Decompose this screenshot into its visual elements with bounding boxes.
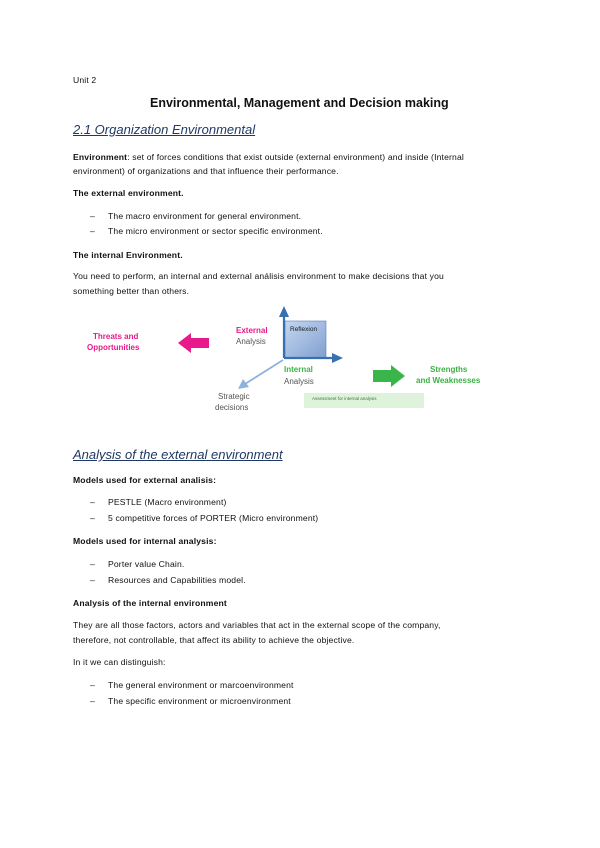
- list-item-text: The macro environment for general environment.: [108, 211, 302, 221]
- list-item: [90, 513, 319, 523]
- strengths-label-1: Strengths: [430, 365, 468, 374]
- list-dash: –: [90, 211, 95, 221]
- list-item-text: The general environment or marcoenvironment: [108, 680, 294, 690]
- list-dash: –: [90, 696, 95, 706]
- models-external-heading: Models used for external analisis:: [73, 475, 217, 485]
- diagonal-arrowhead: [238, 379, 249, 389]
- section-heading-text: Analysis of the external environment: [73, 447, 283, 462]
- internal-label: Internal: [284, 365, 313, 374]
- definition-term: Environment: [73, 152, 128, 162]
- list-item: [90, 680, 294, 690]
- list-item-text: The micro environment or sector specific environment.: [108, 226, 323, 236]
- analysis-internal-heading: Analysis of the internal environment: [73, 598, 227, 608]
- analysis-para-line-1: They are all those factors, actors and variables that act in the external scope of the company,: [73, 620, 441, 630]
- vertical-arrowhead: [279, 306, 289, 317]
- unit-label: Unit 2: [73, 75, 97, 85]
- external-label: External: [236, 326, 268, 335]
- external-analysis-label: Analysis: [236, 337, 266, 346]
- strengths-arrow: [373, 365, 405, 387]
- list-dash: –: [90, 575, 95, 585]
- diagonal-axis-arrow: [245, 360, 283, 384]
- strengths-label-2: and Weaknesses: [416, 376, 481, 385]
- list-item-text: Porter value Chain.: [108, 559, 185, 569]
- strategic-label-2: decisions: [215, 403, 249, 412]
- list-item: [90, 575, 246, 585]
- reflexion-label: Reflexion: [290, 326, 318, 333]
- internal-para-line-1: You need to perform, an internal and external análisis environment to make decisions that you: [73, 271, 444, 281]
- external-environment-heading: The external environment.: [73, 188, 184, 198]
- list-dash: –: [90, 559, 95, 569]
- analysis-para-line-2: therefore, not controllable, that affect its ability to achieve the objective.: [73, 635, 355, 645]
- threats-label-2: Opportunities: [87, 343, 140, 352]
- section-heading-external-analysis: [73, 447, 283, 462]
- models-internal-heading: Models used for internal analysis:: [73, 536, 217, 546]
- threats-arrow: [178, 333, 209, 353]
- list-dash: –: [90, 680, 95, 690]
- distinguish-text: In it we can distinguish:: [73, 657, 166, 667]
- strategic-label-1: Strategic: [218, 392, 250, 401]
- list-item-text: The specific environment or microenvironment: [108, 696, 291, 706]
- internal-environment-heading: The internal Environment.: [73, 250, 183, 260]
- internal-analysis-label: Analysis: [284, 377, 314, 386]
- definition-line-2: environment) of organizations and that influence their performance.: [73, 166, 339, 176]
- definition-text-1: : set of forces conditions that exist outside (external environment) and inside (Internal: [127, 152, 464, 162]
- list-dash: –: [90, 226, 95, 236]
- list-item: [90, 497, 227, 507]
- horizontal-arrowhead: [332, 353, 343, 363]
- list-item: [90, 696, 291, 706]
- threats-label-1: Threats and: [93, 332, 139, 341]
- list-item-text: 5 competitive forces of PORTER (Micro environment): [108, 513, 319, 523]
- caption-text: Assessment for internal analysis: [312, 396, 377, 401]
- list-dash: –: [90, 497, 95, 507]
- section-heading-text: 2.1 Organization Environmental: [73, 122, 256, 137]
- list-dash: –: [90, 513, 95, 523]
- document-title: Environmental, Management and Decision making: [150, 96, 449, 110]
- list-item-text: Resources and Capabilities model.: [108, 575, 246, 585]
- list-item-text: PESTLE (Macro environment): [108, 497, 227, 507]
- list-item: [90, 559, 185, 569]
- internal-para-line-2: something better than others.: [73, 286, 190, 296]
